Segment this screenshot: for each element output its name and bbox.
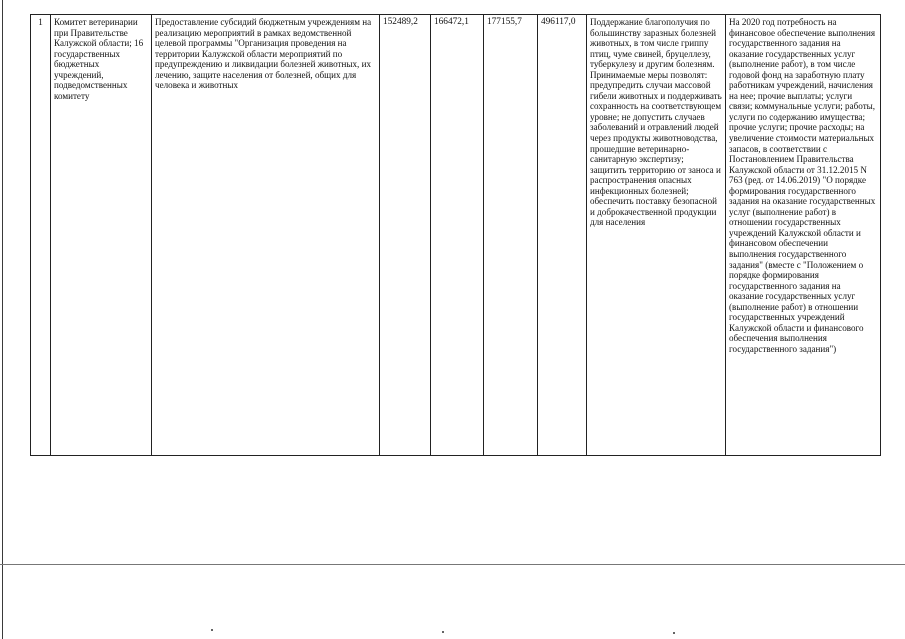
- table-row: [31, 15, 881, 456]
- result-cell: Поддержание благополучия по большинству заразных болезней животных, в том числе гриппу птиц, чуме свиней, бруцеллезу, туберкулезу и другим болезням. Принимаемые меры позволят: предупредить случаи массовой гибели животных и поддерживать сохранность на соответствующем уровне; не допустить случаев заболеваний и отравлений людей через продукты животноводства, прошедшие ветеринарно-санитарную экспертизу; защитить территорию от заноса и распространения опасных инфекционных болезней; обеспечить поставку безопасной и доброкачественной продукции для населения: [587, 15, 726, 456]
- value-cell-2: 166472,1: [431, 15, 484, 456]
- left-scan-border: [2, 0, 3, 639]
- program-measures-table: [30, 14, 881, 456]
- measure-cell: Предоставление субсидий бюджетным учреждениям на реализацию мероприятий в рамках ведомственной целевой программы "Организация проведения на территории Калужской области мероприятий по предупреждению и ликвидации болезней животных, их лечению, защите населения от болезней, общих для человека и животных: [152, 15, 380, 456]
- scan-speck: [673, 632, 675, 634]
- row-index: 1: [31, 15, 51, 456]
- value-cell-1: 152489,2: [380, 15, 431, 456]
- note-cell: На 2020 год потребность на финансовое обеспечение выполнения государственного задания на оказание государственных услуг (выполнение работ), в том числе годовой фонд на заработную плату работникам учреждений, начисления на нее; прочие выплаты; услуги связи; коммунальные услуги; работы, услуги по содержанию имущества; прочие услуги; прочие расходы; на увеличение стоимости материальных запасов, в соответствии с Постановлением Правительства Калужской области от 31.12.2015 N 763 (ред. от 14.06.2019) "О порядке формирования государственного задания на оказание государственных услуг (выполнение работ) в отношении государственных учреждений Калужской области и финансовом обеспечении выполнения государственного задания" (вместе с "Положением о порядке формирования государственного задания на оказание государственных услуг (выполнение работ) в отношении государственных учреждений Калужской области и финансового обеспечения выполнения государственного задания"): [726, 15, 881, 456]
- bottom-scan-line: [0, 564, 905, 565]
- value-cell-3: 177155,7: [484, 15, 538, 456]
- scan-speck: [211, 629, 213, 631]
- executor-cell: Комитет ветеринарии при Правительстве Калужской области; 16 государственных бюджетных учреждений, подведомственных комитету: [51, 15, 152, 456]
- scan-speck: [442, 631, 444, 633]
- value-total-cell: 496117,0: [538, 15, 587, 456]
